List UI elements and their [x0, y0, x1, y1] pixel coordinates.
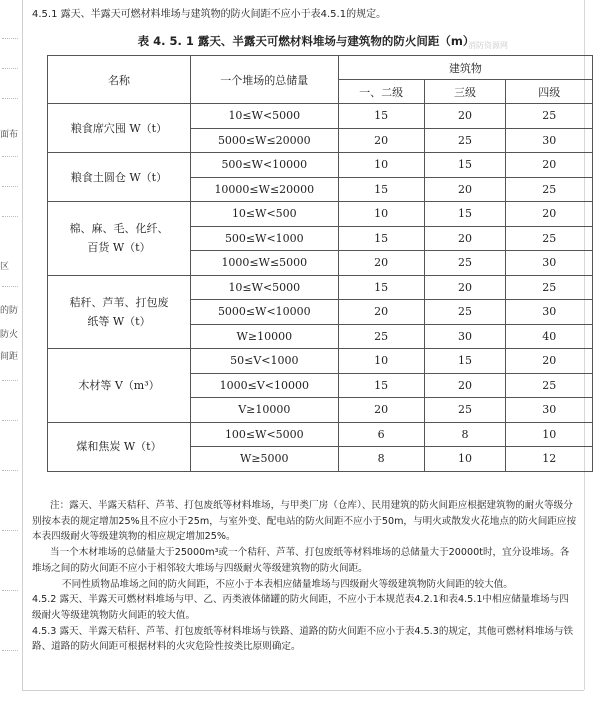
table-caption: 表 4. 5. 1 露天、半露天可燃材料堆场与建筑物的防火间距（m）	[137, 34, 475, 48]
sidebar-divider	[2, 186, 18, 187]
distance-grade-1-2-cell: 15	[338, 104, 424, 129]
distance-grade-3-cell: 10	[424, 447, 506, 472]
material-name-line: 粮食席穴囤 W（t）	[70, 121, 168, 135]
capacity-cell: 10≤W<500	[190, 202, 338, 227]
header-capacity: 一个堆场的总储量	[190, 56, 338, 104]
distance-grade-3-cell: 25	[424, 251, 506, 276]
capacity-cell: 500≤W<10000	[190, 153, 338, 178]
distance-grade-4-cell: 40	[506, 324, 593, 349]
material-name-line: 百货 W（t）	[87, 241, 151, 255]
distance-grade-3-cell: 20	[424, 177, 506, 202]
sidebar-divider	[2, 590, 18, 591]
distance-grade-1-2-cell: 20	[338, 300, 424, 325]
watermark-text: 消防资源网	[468, 41, 508, 50]
header-building: 建筑物	[338, 56, 592, 80]
distance-grade-4-cell: 20	[506, 349, 593, 374]
sidebar-divider	[2, 68, 18, 69]
fire-distance-table	[47, 55, 593, 472]
sidebar-divider	[2, 156, 18, 157]
material-name-line: 棉、麻、毛、化纤、	[69, 222, 169, 236]
capacity-cell: 100≤W<5000	[190, 422, 338, 447]
material-name-line: 秸秆、芦苇、打包废	[69, 295, 169, 309]
table-row	[48, 153, 593, 178]
material-name-line: 纸等 W（t）	[87, 314, 151, 328]
distance-grade-4-cell: 25	[506, 226, 593, 251]
capacity-cell: 10≤W<5000	[190, 104, 338, 129]
sidebar-divider	[2, 650, 18, 651]
distance-grade-4-cell: 30	[506, 300, 593, 325]
distance-grade-3-cell: 25	[424, 398, 506, 423]
material-name-cell	[48, 349, 191, 423]
material-name-line: 木材等 V（m³）	[78, 378, 160, 392]
sidebar-fragment[interactable]: 的防	[0, 306, 19, 316]
distance-grade-3-cell: 25	[424, 300, 506, 325]
sidebar-divider	[2, 380, 18, 381]
sidebar-fragment[interactable]: 防火	[0, 330, 19, 340]
material-name-cell	[48, 202, 191, 276]
capacity-cell: 5000≤W≤20000	[190, 128, 338, 153]
distance-grade-3-cell: 15	[424, 202, 506, 227]
content-frame-bottom-border	[22, 690, 584, 691]
sidebar-divider	[2, 286, 18, 287]
capacity-cell: 500≤W<1000	[190, 226, 338, 251]
distance-grade-4-cell: 25	[506, 104, 593, 129]
material-name-cell	[48, 153, 191, 202]
capacity-cell: V≥10000	[190, 398, 338, 423]
distance-grade-4-cell: 30	[506, 398, 593, 423]
material-name-line: 煤和焦炭 W（t）	[76, 440, 162, 453]
material-name-cell	[48, 422, 191, 471]
header-grade-1-2: 一、二级	[338, 80, 424, 104]
distance-grade-3-cell: 25	[424, 128, 506, 153]
capacity-cell: 50≤V<1000	[190, 349, 338, 374]
distance-grade-3-cell: 15	[424, 153, 506, 178]
material-name-line: 粮食土圆仓 W（t）	[70, 170, 168, 184]
table-row	[48, 349, 593, 374]
distance-grade-1-2-cell: 15	[338, 275, 424, 300]
sidebar-fragment[interactable]: 间距	[0, 352, 19, 362]
capacity-cell: 5000≤W<10000	[190, 300, 338, 325]
distance-grade-4-cell: 30	[506, 128, 593, 153]
sidebar-fragment[interactable]: 区	[0, 262, 10, 272]
distance-grade-3-cell: 30	[424, 324, 506, 349]
sidebar-divider	[2, 216, 18, 217]
distance-grade-1-2-cell: 15	[338, 226, 424, 251]
sidebar-divider	[2, 420, 18, 421]
clause-4-5-3: 4.5.3 露天、半露天秸秆、芦苇、打包废纸等材料堆场与铁路、道路的防火间距不应小于表4.5.3的规定，其他可燃材料堆场与铁路、道路的防火间距可根据材料的火灾危险性按类比原则确定。	[32, 625, 574, 653]
distance-grade-1-2-cell: 6	[338, 422, 424, 447]
distance-grade-3-cell: 8	[424, 422, 506, 447]
distance-grade-1-2-cell: 8	[338, 447, 424, 472]
distance-grade-3-cell: 20	[424, 373, 506, 398]
header-grade-4: 四级	[506, 80, 593, 104]
distance-grade-4-cell: 25	[506, 275, 593, 300]
table-body	[48, 104, 593, 472]
distance-grade-1-2-cell: 10	[338, 153, 424, 178]
distance-grade-4-cell: 25	[506, 373, 593, 398]
intro-paragraph: 4.5.1 露天、半露天可燃材料堆场与建筑物的防火间距不应小于表4.5.1的规定。	[32, 9, 387, 20]
distance-grade-1-2-cell: 10	[338, 202, 424, 227]
table-row	[48, 422, 593, 447]
table-note: 注：露天、半露天秸秆、芦苇、打包废纸等材料堆场，与甲类厂房（仓库）、民用建筑的防火间距应根据建筑物的耐火等级分别按本表的规定增加25%且不应小于25m，与室外变、配电站的防火间距不应小于50m，与明火或散发火花地点的防火间距应按本表四级耐火等级建筑物的相应规定增加25%。	[32, 500, 577, 543]
left-sidebar	[0, 0, 23, 690]
sidebar-fragment[interactable]: 面布	[0, 130, 19, 140]
distance-grade-3-cell: 20	[424, 226, 506, 251]
note-paragraph: 不同性质物品堆场之间的防火间距，不应小于本表相应储量堆场与四级耐火等级建筑物防火间距的较大值。	[62, 578, 513, 590]
capacity-cell: 1000≤W≤5000	[190, 251, 338, 276]
distance-grade-4-cell: 25	[506, 177, 593, 202]
distance-grade-4-cell: 20	[506, 153, 593, 178]
capacity-cell: 1000≤V<10000	[190, 373, 338, 398]
distance-grade-4-cell: 12	[506, 447, 593, 472]
capacity-cell: 10≤W<5000	[190, 275, 338, 300]
sidebar-divider	[2, 98, 18, 99]
distance-grade-3-cell: 20	[424, 275, 506, 300]
capacity-cell: W≥10000	[190, 324, 338, 349]
capacity-cell: W≥5000	[190, 447, 338, 472]
header-name: 名称	[48, 56, 191, 104]
distance-grade-3-cell: 20	[424, 104, 506, 129]
notes-section	[32, 498, 578, 655]
distance-grade-4-cell: 10	[506, 422, 593, 447]
distance-grade-1-2-cell: 20	[338, 251, 424, 276]
distance-grade-1-2-cell: 15	[338, 177, 424, 202]
distance-grade-1-2-cell: 25	[338, 324, 424, 349]
distance-grade-4-cell: 20	[506, 202, 593, 227]
sidebar-divider	[2, 470, 18, 471]
capacity-cell: 10000≤W≤20000	[190, 177, 338, 202]
table-row	[48, 202, 593, 227]
clause-4-5-2: 4.5.2 露天、半露天可燃材料堆场与甲、乙、丙类液体储罐的防火间距，不应小于本规范表4.2.1和表4.5.1中相应储量堆场与四级耐火等级建筑物防火间距的较大值。	[32, 594, 569, 621]
material-name-cell	[48, 104, 191, 153]
distance-grade-1-2-cell: 20	[338, 128, 424, 153]
distance-grade-3-cell: 15	[424, 349, 506, 374]
distance-grade-1-2-cell: 20	[338, 398, 424, 423]
sidebar-divider	[2, 530, 18, 531]
distance-grade-1-2-cell: 10	[338, 349, 424, 374]
distance-grade-4-cell: 30	[506, 251, 593, 276]
header-grade-3: 三级	[424, 80, 506, 104]
sidebar-divider	[2, 38, 18, 39]
table-row	[48, 275, 593, 300]
material-name-cell	[48, 275, 191, 349]
note-paragraph: 当一个木材堆场的总储量大于25000m³或一个秸秆、芦苇、打包废纸等材料堆场的总储量大于20000t时，宜分设堆场。各堆场之间的防火间距不应小于相邻较大堆场与四级耐火等级建筑物的防火间距。	[32, 547, 570, 574]
distance-grade-1-2-cell: 15	[338, 373, 424, 398]
table-row	[48, 104, 593, 129]
